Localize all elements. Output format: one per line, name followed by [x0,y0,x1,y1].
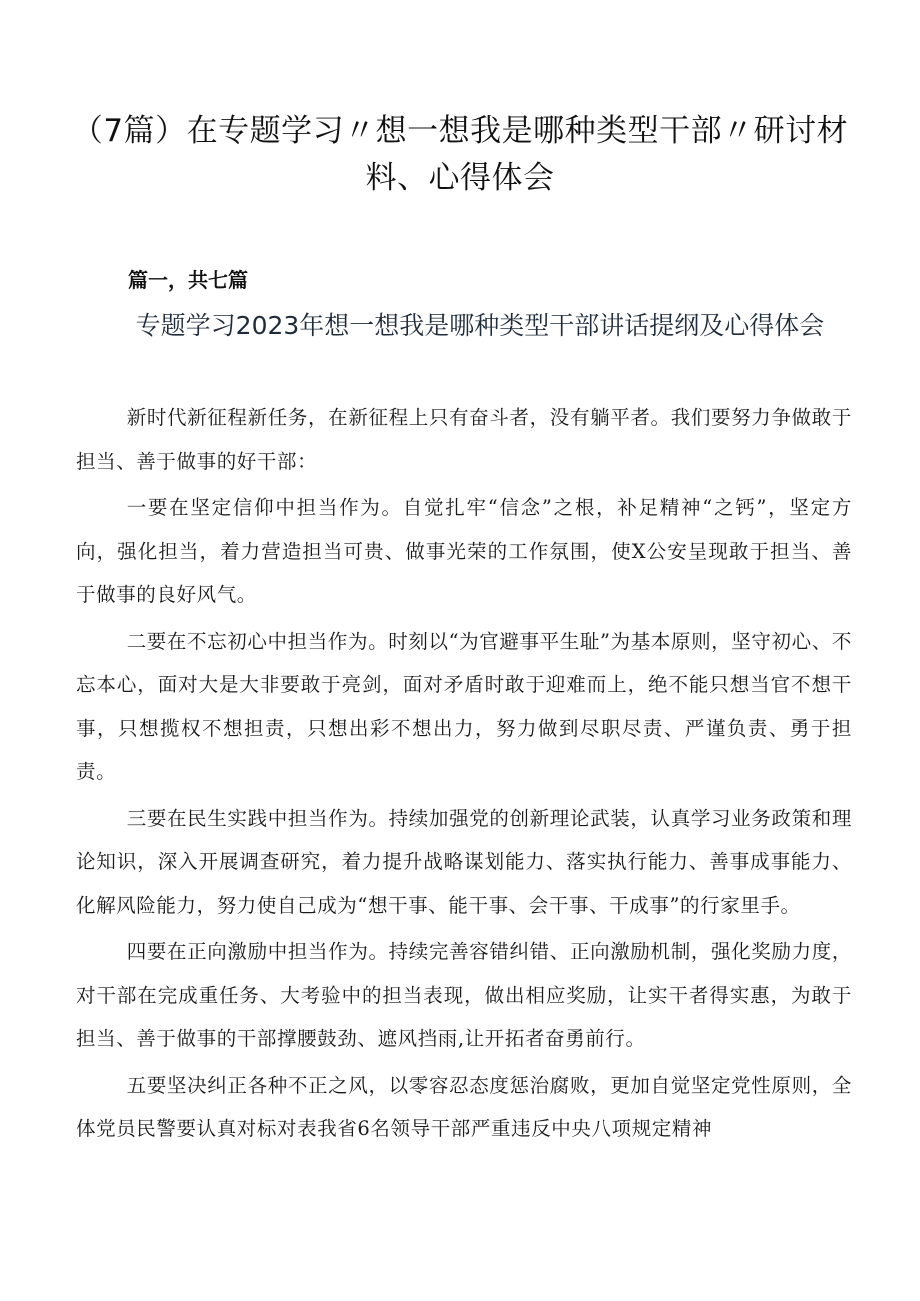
document-title: （7篇）在专题学习〃想一想我是哪种类型干部〃研讨材料、心得体会 [71,113,849,196]
article-subtitle: 专题学习2023年想一想我是哪种类型干部讲话提纲及心得体会 [135,311,825,340]
paragraph-point-3: 三要在民生实践中担当作为。持续加强党的创新理论武装，认真学习业务政策和理论知识，深入开展调查研究，着力提升战略谋划能力、落实执行能力、善事成事能力、化解风险能力，努力使自己成为“想干事、能干事、会干事、干成事”的行家里手。 [76,806,852,917]
paragraph-point-4: 四要在正向激励中担当作为。持续完善容错纠错、正向激励机制，强化奖励力度，对干部在完成重任务、大考验中的担当表现，做出相应奖励，让实干者得实惠，为敢于担当、善于做事的干部撑腰鼓劲、遮风挡雨,让开拓者奋勇前行。 [76,940,852,1050]
paragraph-point-5: 五要坚决纠正各种不正之风，以零容忍态度惩治腐败，更加自觉坚定党性原则，全体党员民警要认真对标对表我省6名领导干部严重违反中央八项规定精神 [76,1073,852,1140]
section-label: 篇一，共七篇 [128,268,248,292]
paragraph-point-2: 二要在不忘初心中担当作为。时刻以“为官避事平生耻”为基本原则，坚守初心、不忘本心，面对大是大非要敢于亮剑，面对矛盾时敢于迎难而上，绝不能只想当官不想干事，只想揽权不想担责，只想出彩不想出力，努力做到尽职尽责、严谨负责、勇于担责。 [76,629,852,783]
paragraph-intro: 新时代新征程新任务，在新征程上只有奋斗者，没有躺平者。我们要努力争做敢于担当、善于做事的好干部： [76,406,852,473]
paragraph-point-1: 一要在坚定信仰中担当作为。自觉扎牢“信念”之根，补足精神“之钙”，坚定方向，强化担当，着力营造担当可贵、做事光荣的工作氛围，使X公安呈现敢于担当、善于做事的良好风气。 [76,496,852,606]
article-body [76,396,852,1154]
